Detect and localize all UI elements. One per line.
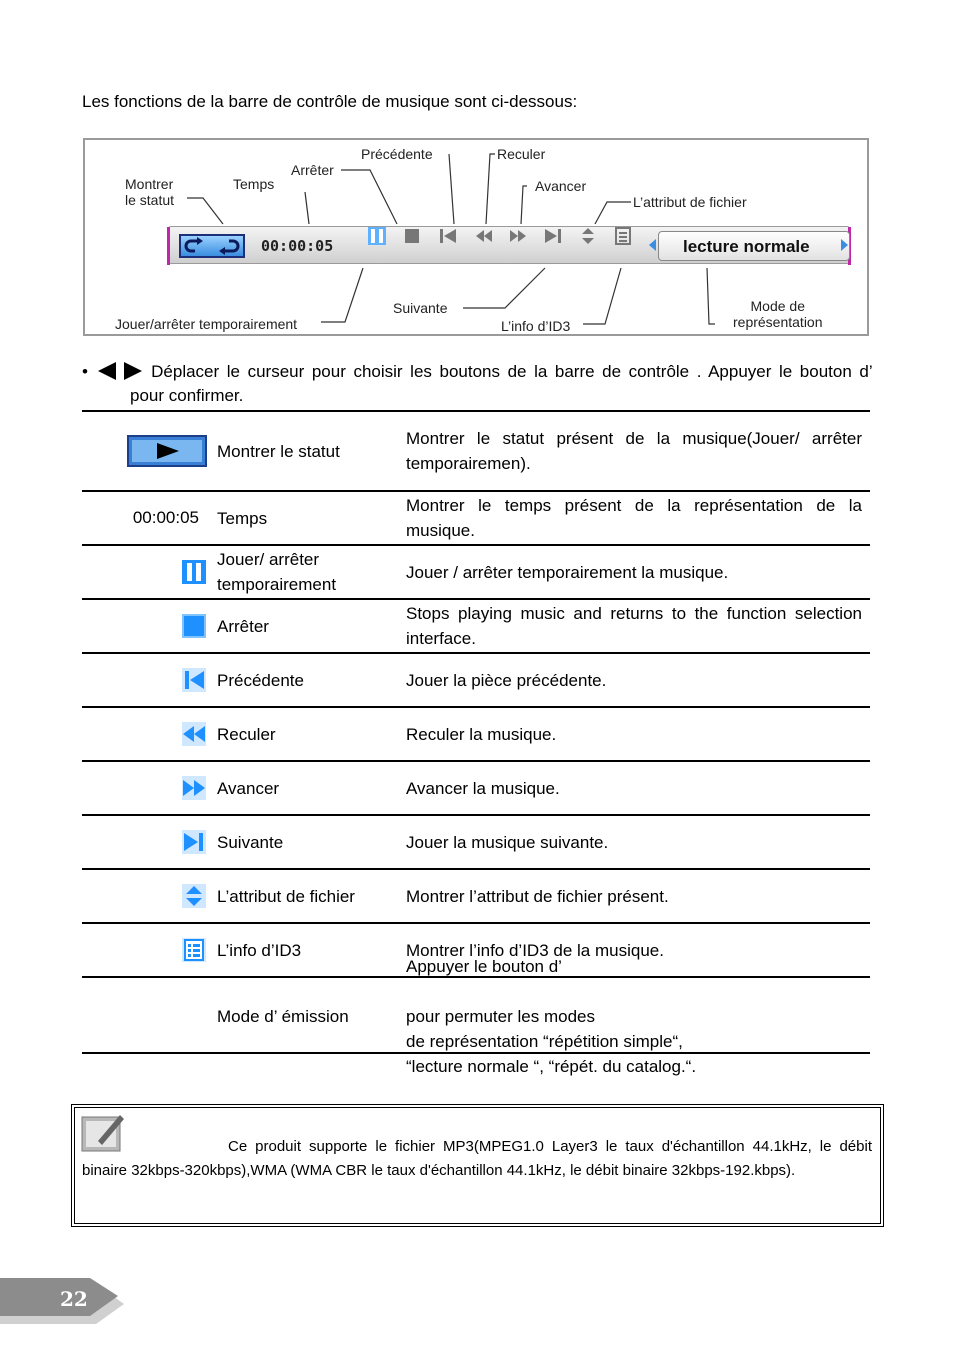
icon-cell (82, 546, 207, 598)
function-name: Suivante (217, 832, 284, 852)
navigation-instruction: • Déplacer le curseur pour choisir les boutons de la barre de contrôle . Appuyer le bouton d’ pour confirmer. (82, 362, 872, 405)
table-row (82, 868, 870, 922)
id3-info-icon[interactable] (614, 227, 632, 245)
label-jouer-arreter: Jouer/arrêter temporairement (115, 316, 298, 332)
next-icon (181, 829, 207, 855)
function-name: L’info d’ID3 (217, 940, 302, 960)
function-desc: Montrer le statut présent de la musique(Jouer/ arrêter temporairemen). (406, 429, 862, 473)
mode-left-arrow-icon[interactable] (649, 239, 657, 251)
label-reculer: Reculer (497, 146, 546, 162)
function-name: Jouer/ arrêter temporairement (217, 550, 337, 594)
note-box (71, 1104, 884, 1227)
previous-icon (181, 667, 207, 693)
label-info-id3: L’info d’ID3 (501, 318, 571, 334)
table-row (82, 956, 870, 1076)
function-desc: Avancer la musique. (406, 778, 560, 798)
label-attribut: L’attribut de fichier (633, 194, 747, 210)
icon-cell (82, 762, 207, 814)
time-value: 00:00:05 (132, 508, 199, 527)
icon-cell (82, 924, 207, 976)
icon-cell (82, 870, 207, 922)
label-suivante: Suivante (393, 300, 448, 316)
id3-info-icon (181, 937, 207, 963)
function-desc: Jouer / arrêter temporairement la musique. (406, 562, 729, 582)
function-desc: Stops playing music and returns to the function selection interface. (406, 604, 862, 648)
left-right-arrow-icon (96, 362, 144, 380)
mode-selector[interactable] (658, 231, 850, 261)
icon-cell (82, 816, 207, 868)
function-desc: Appuyer le bouton d’ pour permuter les modes de représentation “répétition simple“, “lecture normale “, “répét. du catalog.“. (406, 956, 697, 1076)
function-name: Avancer (217, 778, 280, 798)
function-name: L’attribut de fichier (217, 886, 355, 906)
table-bottom-rule (82, 1052, 870, 1054)
label-avancer: Avancer (535, 178, 587, 194)
note-text: Ce produit supporte le fichier MP3(MPEG1.0 Layer3 le taux d'échantillon 44.1kHz, le débit binaire 32kbps-320kbps),WMA (WMA CBR le taux d'échantillon 44.1kHz, le débit binaire 32kbps-192.kbps). (82, 1138, 872, 1179)
function-name: Précédente (217, 670, 304, 690)
table-row (82, 410, 870, 490)
table-row (82, 598, 870, 652)
label-precedente: Précédente (361, 146, 433, 162)
function-name: Mode d’ émission (217, 1006, 349, 1026)
mode-right-arrow-icon[interactable] (841, 239, 849, 251)
pause-icon (181, 559, 207, 585)
status-button[interactable] (179, 234, 245, 258)
icon-cell (82, 412, 213, 490)
bar-left-edge (167, 227, 170, 265)
icon-cell (82, 492, 207, 544)
function-desc: Montrer le temps présent de la représentation de la musique. (406, 496, 862, 540)
function-desc: Montrer l’info d’ID3 de la musique. (406, 940, 664, 960)
table-row (82, 544, 870, 598)
page-number: 22 (60, 1287, 88, 1311)
stop-icon (181, 613, 207, 639)
function-name: Temps (217, 508, 268, 528)
next-icon[interactable] (544, 227, 562, 245)
time-display: 00:00:05 (261, 237, 334, 255)
control-bar-diagram (83, 138, 869, 336)
control-bar (168, 226, 850, 264)
pause-icon[interactable] (368, 227, 386, 245)
icon-cell (82, 978, 207, 1054)
icon-cell (82, 654, 207, 706)
instruction-text: Déplacer le curseur pour choisir les boutons de la barre de contrôle . Appuyer le bouton d’ (151, 362, 872, 381)
file-attribute-icon[interactable] (579, 227, 597, 245)
table-row (82, 652, 870, 706)
table-row (82, 760, 870, 814)
label-temps: Temps (233, 176, 275, 192)
table-row (82, 706, 870, 760)
previous-icon[interactable] (439, 227, 457, 245)
intro-text: Les fonctions de la barre de contrôle de musique sont ci-dessous: (82, 92, 578, 111)
function-name: Arrêter (217, 616, 269, 636)
fast-forward-icon[interactable] (509, 227, 527, 245)
mode-value: lecture normale (683, 237, 810, 256)
function-name: Montrer le statut (217, 441, 340, 461)
function-desc: Jouer la musique suivante. (406, 832, 609, 852)
table-row (82, 490, 870, 544)
function-desc: Montrer l’attribut de fichier présent. (406, 886, 669, 906)
instruction-confirm: pour confirmer. (130, 386, 244, 405)
file-attribute-icon (181, 883, 207, 909)
function-name: Reculer (217, 724, 276, 744)
repeat-icon (181, 236, 243, 256)
rewind-icon[interactable] (475, 227, 493, 245)
function-desc: Reculer la musique. (406, 724, 557, 744)
label-arreter: Arrêter (291, 162, 334, 178)
function-desc: Jouer la pièce précédente. (406, 670, 607, 690)
label-montrer-statut: Montrer le statut (125, 176, 175, 208)
rewind-icon (181, 721, 207, 747)
icon-cell (82, 600, 207, 652)
icon-cell (82, 708, 207, 760)
table-row (82, 814, 870, 868)
label-mode: Mode de représentation (733, 298, 823, 330)
status-arrow-icon (127, 435, 207, 467)
stop-icon[interactable] (403, 227, 421, 245)
fast-forward-icon (181, 775, 207, 801)
